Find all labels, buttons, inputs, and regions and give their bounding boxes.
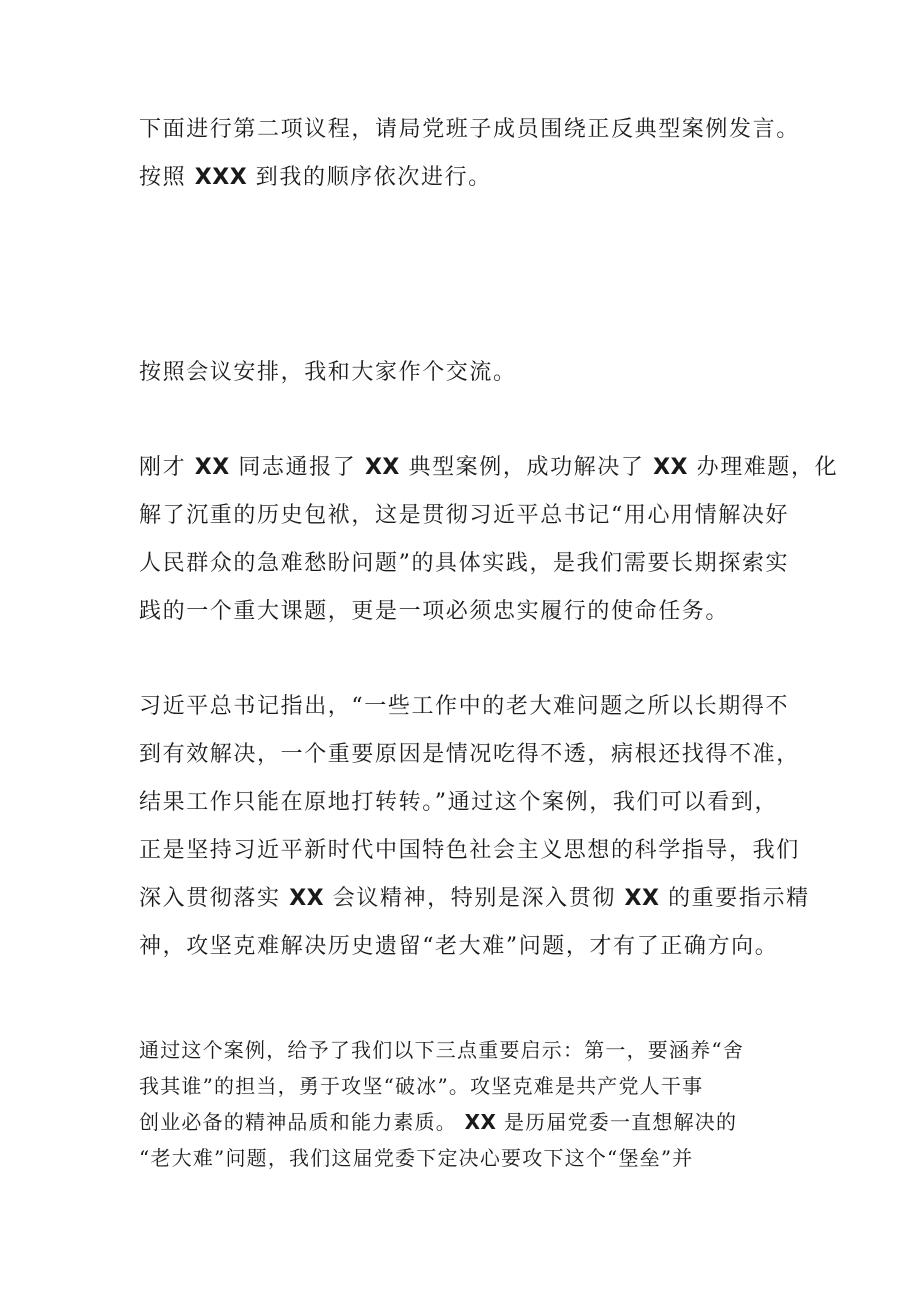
text: 典型案例，成功解决了: [408, 455, 645, 480]
text: 的重要指示精: [668, 886, 810, 911]
text: 刚才: [139, 455, 187, 480]
para3-line4: [139, 597, 729, 627]
text: 按照会议安排，我和大家作个交流。: [139, 360, 517, 385]
para4-line4: [139, 836, 800, 866]
text: 会议精神，特别是深入贯彻: [332, 886, 616, 911]
para4-line3: [139, 788, 778, 818]
para4-line5: [139, 884, 810, 914]
text: 我其谁”的担当，勇于攻坚“破冰”。攻坚克难是共产党人干事: [139, 1074, 704, 1098]
para2-line1: [139, 358, 517, 388]
text: 习近平总书记指出，“一些工作中的老大难问题之所以长期得不: [139, 694, 790, 719]
text: 神，攻坚克难解决历史遗留“老大难”问题，才有了正确方向。: [139, 934, 779, 959]
text: “老大难”问题，我们这届党委下定决心要攻下这个“堡垒”并: [139, 1146, 694, 1170]
text: 是历届党委一直想解决的: [503, 1110, 738, 1134]
text: 通过这个案例，给予了我们以下三点重要启示：第一，要涵养“舍: [139, 1038, 745, 1062]
text: 办理难题，化: [696, 455, 839, 480]
placeholder-code: XX: [289, 886, 325, 911]
para1-line1: [139, 115, 800, 145]
para5-line4: [139, 1143, 694, 1173]
para4-line6: [139, 932, 778, 962]
text: 深入贯彻落实: [139, 886, 281, 911]
placeholder-code: XX: [653, 455, 689, 480]
para5-line1: [139, 1035, 744, 1065]
placeholder-code: XX: [624, 886, 660, 911]
text: 到有效解决，一个重要原因是情况吃得不透，病根还找得不准，: [139, 742, 800, 767]
text: 下面进行第二项议程，请局党班子成员围绕正反典型案例发言。: [139, 117, 800, 142]
placeholder-code: XXX: [194, 165, 248, 190]
text: 创业必备的精神品质和能力素质。: [139, 1110, 457, 1134]
text: 正是坚持习近平新时代中国特色社会主义思想的科学指导，我们: [139, 838, 800, 863]
text: 同志通报了: [238, 455, 357, 480]
placeholder-code: XX: [364, 455, 400, 480]
para1-line2: [139, 163, 492, 193]
para3-line3: [139, 549, 789, 579]
para4-line1: [139, 692, 789, 722]
text: 到我的顺序依次进行。: [255, 165, 492, 190]
para5-line2: [139, 1071, 703, 1101]
para3-line2: [139, 501, 789, 531]
text: 人民群众的急难愁盼问题”的具体实践，是我们需要长期探索实: [139, 551, 790, 576]
para4-line2: [139, 740, 800, 770]
text: 按照: [139, 165, 187, 190]
text: 结果工作只能在原地打转转。”通过这个案例，我们可以看到，: [139, 790, 779, 815]
text: 践的一个重大课题，更是一项必须忠实履行的使命任务。: [139, 599, 730, 624]
text: 解了沉重的历史包袱，这是贯彻习近平总书记“用心用情解决好: [139, 503, 790, 528]
para3-line1: [139, 453, 838, 483]
placeholder-code: XX: [194, 455, 230, 480]
para5-line3: [139, 1107, 737, 1137]
placeholder-code: XX: [464, 1110, 497, 1134]
